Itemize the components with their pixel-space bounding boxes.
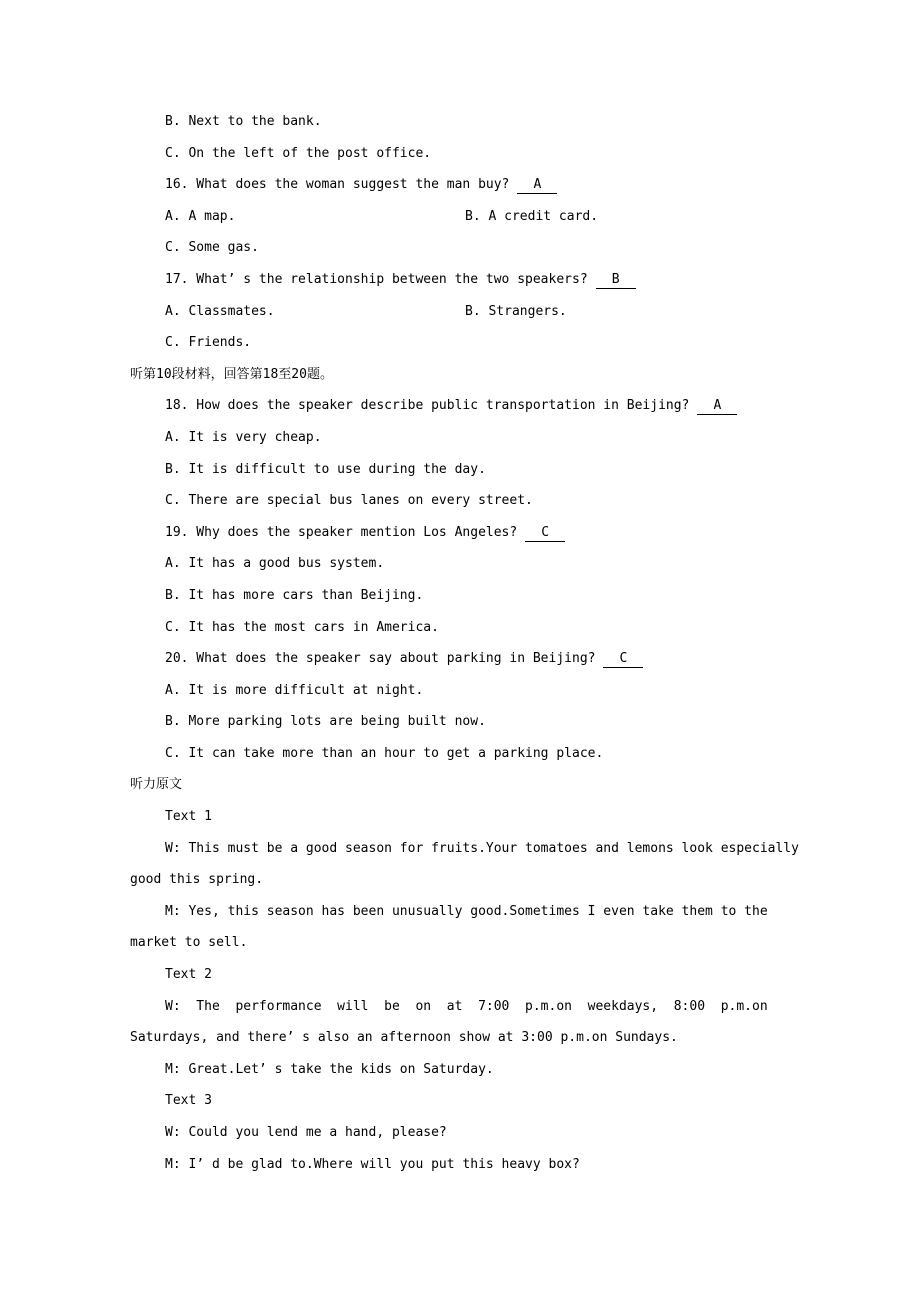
line-text: 18. How does the speaker describe public transportation in Beijing? xyxy=(165,398,690,414)
answer-blank: A xyxy=(697,397,737,415)
answer-blank: A xyxy=(517,176,557,194)
line-text: A. Classmates. xyxy=(165,303,275,319)
document-line xyxy=(130,454,860,486)
document-line xyxy=(130,232,860,264)
line-text: C. It has the most cars in America. xyxy=(165,619,439,635)
document-line xyxy=(130,390,860,422)
document-line xyxy=(130,327,860,359)
document-line xyxy=(130,927,860,959)
answer-blank: B xyxy=(596,271,636,289)
document-line xyxy=(130,264,860,296)
document-line xyxy=(130,169,860,201)
line-text: 听第10段材料，回答第18至20题。 xyxy=(130,366,333,382)
line-text: M: Yes, this season has been unusually good.Sometimes I even take them to the xyxy=(165,903,768,919)
document-line xyxy=(130,580,860,612)
line-text: Saturdays, and there’ s also an afternoon show at 3:00 p.m.on Sundays. xyxy=(130,1030,678,1046)
line-text: 16. What does the woman suggest the man buy? xyxy=(165,177,510,193)
answer-blank: C xyxy=(603,650,643,668)
line-text-col2: B. Strangers. xyxy=(465,303,567,319)
document-line xyxy=(130,359,860,391)
line-text: C. Some gas. xyxy=(165,240,259,256)
line-text: 17. What’ s the relationship between the two speakers? xyxy=(165,271,588,287)
document-line xyxy=(130,485,860,517)
document-line xyxy=(130,1117,860,1149)
line-text: B. Next to the bank. xyxy=(165,114,322,129)
line-text: A. It is very cheap. xyxy=(165,429,322,445)
document-line xyxy=(130,296,860,328)
document-line xyxy=(130,1054,860,1086)
document-line xyxy=(130,422,860,454)
document-line xyxy=(130,833,860,865)
line-text: 19. Why does the speaker mention Los Angeles? xyxy=(165,524,518,540)
line-text: Text 1 xyxy=(165,809,212,825)
line-text: C. Friends. xyxy=(165,335,252,351)
line-text: Text 3 xyxy=(165,1093,212,1109)
line-text: B. It has more cars than Beijing. xyxy=(165,587,424,603)
line-text: B. More parking lots are being built now. xyxy=(165,714,486,730)
line-text: C. There are special bus lanes on every street. xyxy=(165,493,533,509)
line-text: 听力原文 xyxy=(130,777,183,793)
line-text: B. It is difficult to use during the day. xyxy=(165,461,486,477)
document-line xyxy=(130,138,860,170)
document-line xyxy=(130,643,860,675)
line-text: W: This must be a good season for fruits.Your tomatoes and lemons look especially xyxy=(165,840,799,856)
document-line xyxy=(130,706,860,738)
line-text: A. It is more difficult at night. xyxy=(165,682,424,698)
document-line xyxy=(130,738,860,770)
document-line xyxy=(130,675,860,707)
line-text: market to sell. xyxy=(130,935,248,951)
document-line xyxy=(130,959,860,991)
line-text: A. It has a good bus system. xyxy=(165,556,385,572)
document-line xyxy=(130,1022,860,1054)
document-line xyxy=(130,769,860,801)
line-text: C. On the left of the post office. xyxy=(165,145,432,161)
document-line xyxy=(130,106,860,138)
document-line xyxy=(130,1085,860,1117)
document-line xyxy=(130,896,860,928)
document-line xyxy=(130,801,860,833)
line-text: C. It can take more than an hour to get a parking place. xyxy=(165,745,604,761)
document-line xyxy=(130,612,860,644)
line-text: 20. What does the speaker say about parking in Beijing? xyxy=(165,651,596,667)
document-line xyxy=(130,201,860,233)
line-text: W: The performance will be on at 7:00 p.m.on weekdays, 8:00 p.m.on xyxy=(165,998,768,1014)
line-text: Text 2 xyxy=(165,967,212,983)
document-line xyxy=(130,548,860,580)
line-text: M: I’ d be glad to.Where will you put this heavy box? xyxy=(165,1156,580,1172)
document-line xyxy=(130,517,860,549)
line-text: good this spring. xyxy=(130,872,264,888)
document-line xyxy=(130,991,860,1023)
line-text: W: Could you lend me a hand, please? xyxy=(165,1125,447,1140)
answer-blank: C xyxy=(525,524,565,542)
document-line xyxy=(130,1149,860,1181)
line-text-col2: B. A credit card. xyxy=(465,208,599,224)
line-text: A. A map. xyxy=(165,208,236,224)
document-line xyxy=(130,864,860,896)
line-text: M: Great.Let’ s take the kids on Saturday. xyxy=(165,1061,494,1077)
